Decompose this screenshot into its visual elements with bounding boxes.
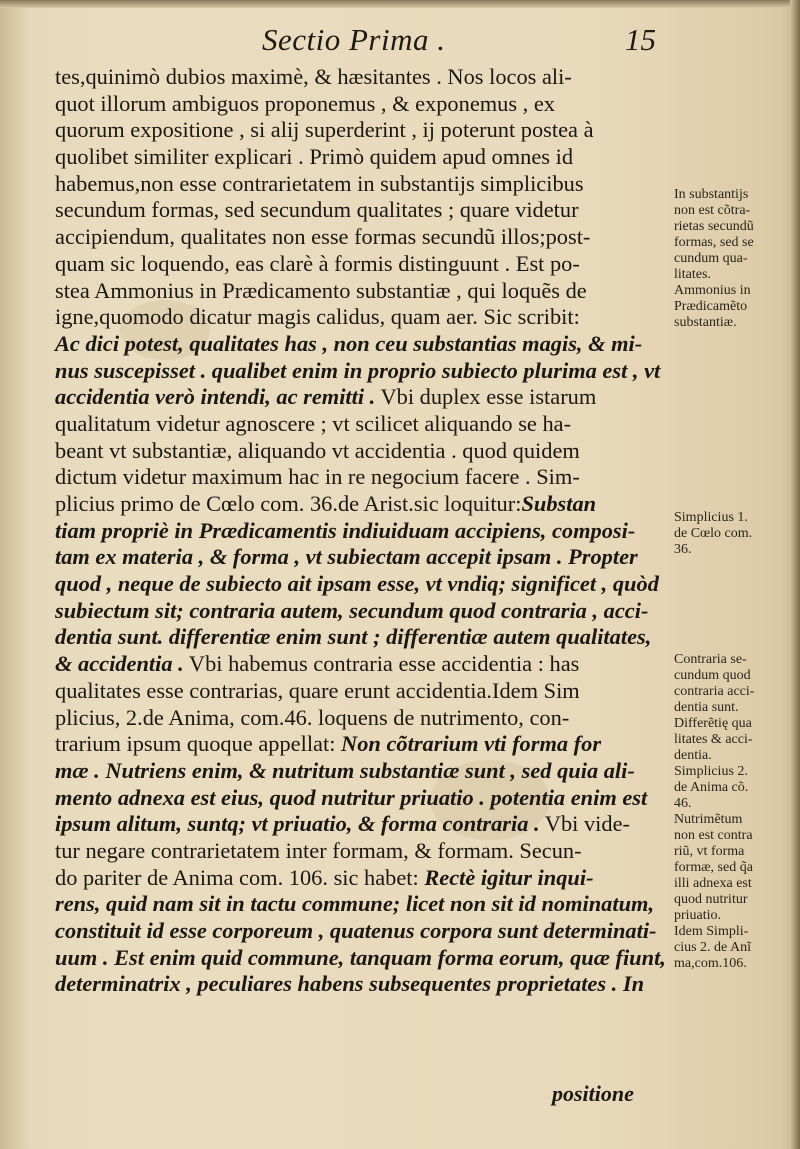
running-title: Sectio Prima . <box>262 22 446 57</box>
text-line <box>55 518 667 545</box>
quotation-text: constituit id esse corporeum , quatenus corpora sunt determinati- <box>55 918 657 943</box>
text-line <box>55 171 667 198</box>
quotation-text: quod , neque de subiecto ait ipsam esse, vt vndiq; significet , quòd <box>55 571 659 597</box>
quotation-text: subiectum sit; contraria autem, secundum quod contraria , acci- <box>55 597 649 623</box>
text-line <box>55 224 667 251</box>
margin-note-line: formæ, sed q̃a <box>674 860 753 875</box>
quotation-text: & accidentia . <box>55 651 184 677</box>
margin-note-line: non est cõtra- <box>674 203 751 218</box>
margin-note-line: Simplicius 2. <box>674 764 748 779</box>
catchword: positione <box>552 1081 634 1106</box>
line-text: plicius, 2.de Anima, com.46. loquens de nutrimento, con- <box>55 704 570 730</box>
text-line <box>55 304 667 331</box>
line-text: Vbi duplex esse istarum <box>375 384 597 410</box>
margin-note-line: 46. <box>674 796 692 811</box>
text-line <box>55 278 667 305</box>
margin-note-line: ma,com.106. <box>674 956 747 971</box>
margin-note-line: rietas secundũ <box>674 219 754 234</box>
page-gutter-edge <box>790 0 800 1149</box>
line-text: Vbi vide- <box>539 811 630 837</box>
text-line <box>55 945 667 972</box>
line-text: quolibet similiter explicari . Primò quidem apud omnes id <box>55 144 574 170</box>
line-text: beant vt substantiæ, aliquando vt accidentia . quod quidem <box>55 437 580 463</box>
margin-note-line: In substantijs <box>674 187 749 202</box>
margin-note-line: Simplicius 1. <box>674 510 748 525</box>
quotation-text: mæ . Nutriens enim, & nutritum substantiæ sunt , sed quia ali- <box>55 757 635 783</box>
quotation-text: mento adnexa est eius, quod nutritur priuatio . potentia enim est <box>55 784 648 810</box>
text-line <box>55 918 667 945</box>
margin-note-line: Prædicamẽto <box>674 299 748 314</box>
text-line <box>55 971 667 998</box>
text-line <box>55 411 667 438</box>
margin-note <box>674 510 792 558</box>
text-line <box>55 758 667 785</box>
quotation-text: Non cõtrarium vti forma for <box>341 731 602 757</box>
text-line <box>55 811 667 838</box>
text-line <box>55 785 667 812</box>
text-line <box>55 731 667 758</box>
quotation-text: Ac dici potest, qualitates has , non ceu substantias magis, & mi- <box>55 330 643 356</box>
quotation-text: tam ex materia , & forma , vt subiectam accepit ipsam . Propter <box>55 544 638 570</box>
line-text: Vbi habemus contraria esse accidentia : has <box>183 651 580 677</box>
line-text: secundum formas, sed secundum qualitates ; quare videtur <box>55 197 579 223</box>
text-line <box>55 144 667 171</box>
text-line <box>55 438 667 465</box>
margin-note-line: non est contra <box>674 828 753 843</box>
margin-note-line: Idem Simpli- <box>674 924 749 939</box>
quotation-text: Rectè igitur inqui- <box>424 864 594 890</box>
quotation-text: accidentia verò intendi, ac remitti . <box>55 384 376 410</box>
margin-note-line: formas, sed se <box>674 235 754 250</box>
text-line <box>55 91 667 118</box>
text-line <box>55 838 667 865</box>
text-line <box>55 117 667 144</box>
quotation-text: dentia sunt. differentiæ enim sunt ; differentiæ autem qualitates, <box>55 624 652 650</box>
line-text: quot illorum ambiguos proponemus , & exponemus , ex <box>55 90 556 116</box>
text-line <box>55 197 667 224</box>
text-line <box>55 358 667 385</box>
quotation-text: uum . Est enim quid commune, tanquam forma eorum, quæ fiunt, <box>55 944 666 970</box>
margin-note-line: litates. <box>674 267 711 282</box>
margin-note-line: Ammonius in <box>674 283 751 298</box>
quotation-text: determinatrix , peculiares habens subsequentes proprietates . In <box>55 971 645 997</box>
margin-note-line: priuatio. <box>674 908 722 923</box>
text-line <box>55 251 667 278</box>
line-text: dictum videtur maximum hac in re negocium facere . Sim- <box>55 464 580 490</box>
margin-note-line: de Cœlo com. <box>674 526 753 541</box>
quotation-text: ipsum alitum, suntq; vt priuatio, & forma contraria . <box>55 811 540 837</box>
margin-note-line: Nutrimẽtum <box>674 812 743 827</box>
line-text: plicius primo de Cœlo com. 36.de Arist.sic loquitur: <box>55 491 522 516</box>
quotation-text: rens, quid nam sit in tactu commune; licet non sit id nominatum, <box>55 891 655 917</box>
line-text: habemus,non esse contrarietatem in substantijs simplicibus <box>55 170 584 196</box>
line-text: quorum expositione , si alij superderint , ij poterunt postea à <box>55 117 594 143</box>
line-text: stea Ammonius in Prædicamento substantiæ , qui loquẽs de <box>55 277 587 303</box>
margin-note-line: litates & acci- <box>674 732 753 747</box>
text-line <box>55 464 667 491</box>
quotation-text: tiam propriè in Prædicamentis indiuiduam accipiens, composi- <box>55 517 636 543</box>
line-text: quam sic loquendo, eas clarè à formis distinguunt . Est po- <box>55 250 580 276</box>
line-text: igne,quomodo dicatur magis calidus, quam aer. Sic scribit: <box>55 304 580 330</box>
page-number: 15 <box>625 22 656 57</box>
text-line <box>55 678 667 705</box>
margin-note-line: illi adnexa est <box>674 876 752 891</box>
page-top-edge <box>0 0 800 8</box>
margin-note-line: quod nutritur <box>674 892 748 907</box>
margin-note-line: 36. <box>674 542 692 557</box>
margin-note-line: substantiæ. <box>674 315 737 330</box>
line-text: qualitatum videtur agnoscere ; vt scilicet aliquando se ha- <box>55 410 572 436</box>
line-text: tur negare contrarietatem inter formam, & formam. Secun- <box>55 837 582 863</box>
margin-note-line: riũ, vt forma <box>674 844 745 859</box>
margin-note-line: cius 2. de Anĩ <box>674 940 751 955</box>
text-line <box>55 624 667 651</box>
text-line <box>55 384 667 411</box>
text-line <box>55 64 667 91</box>
quotation-text: nus suscepisset . qualibet enim in proprio subiecto plurima est , vt <box>55 357 661 383</box>
text-line <box>55 651 667 678</box>
margin-note-line: cundum quod <box>674 668 751 683</box>
margin-note-line: Contraria se- <box>674 652 747 667</box>
line-text: qualitates esse contrarias, quare erunt accidentia.Idem Sim <box>55 677 580 703</box>
margin-note-line: dentia. <box>674 748 712 763</box>
text-line <box>55 705 667 732</box>
text-line <box>55 331 667 358</box>
margin-note-line: dentia sunt. <box>674 700 739 715</box>
margin-note-line: cundum qua- <box>674 251 748 266</box>
text-line <box>55 571 667 598</box>
text-line <box>55 544 667 571</box>
text-line <box>55 598 667 625</box>
text-line <box>55 491 667 518</box>
quotation-text: Substan <box>521 491 597 516</box>
margin-note <box>674 652 792 972</box>
text-line <box>55 891 667 918</box>
margin-note-line: contraria acci- <box>674 684 755 699</box>
line-text: tes,quinimò dubios maximè, & hæsitantes . Nos locos ali- <box>55 64 572 89</box>
margin-note-line: Differẽtię qua <box>674 716 752 731</box>
line-text: do pariter de Anima com. 106. sic habet: <box>55 864 425 890</box>
margin-note <box>674 187 792 331</box>
line-text: accipiendum, qualitates non esse formas secundũ illos;post- <box>55 224 591 250</box>
line-text: trarium ipsum quoque appellat: <box>55 731 342 757</box>
text-line <box>55 865 667 892</box>
main-text-column <box>55 64 667 998</box>
margin-note-line: de Anima cõ. <box>674 780 749 795</box>
